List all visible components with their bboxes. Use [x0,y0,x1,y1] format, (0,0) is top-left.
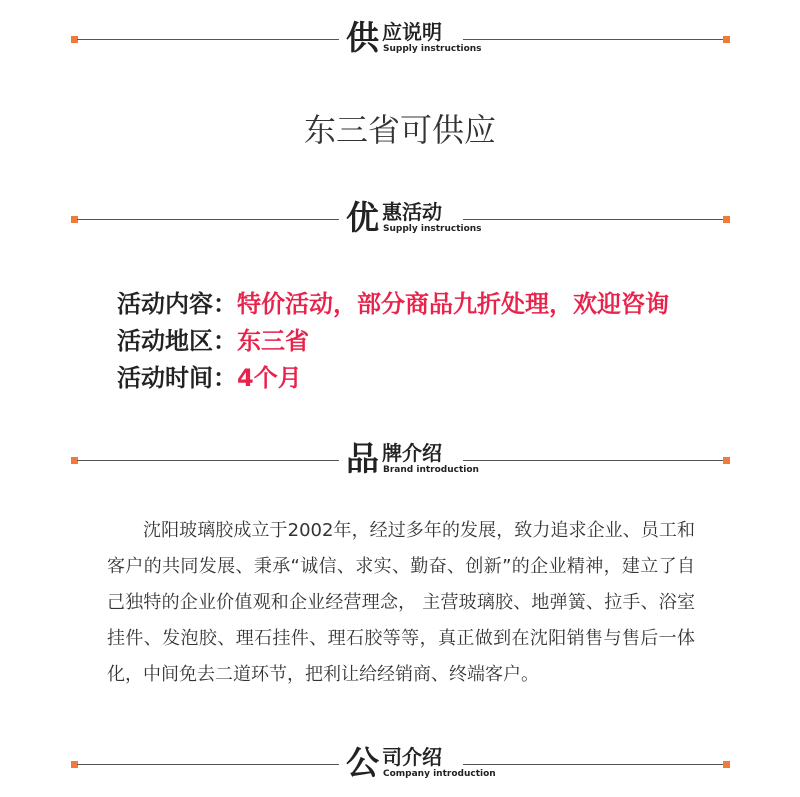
promotion-list [117,286,669,397]
section-title-small: 惠活动 [382,200,442,224]
section-title-small: 应说明 [382,20,442,44]
section-title-en: Supply instructions [383,44,482,54]
section-title [346,743,496,785]
promotion-row-region [117,323,669,360]
section-title [346,198,482,240]
section-title-big: 优 [346,198,379,237]
divider-dot-right [723,216,730,223]
promotion-label: 活动内容： [117,290,237,318]
promotion-label: 活动地区： [117,327,237,355]
divider-line-left [77,764,339,765]
promotion-value: 特价活动，部分商品九折处理，欢迎咨询 [237,290,669,318]
section-title-small: 牌介绍 [382,441,442,465]
section-header-supply [0,20,800,60]
divider-line-left [77,219,339,220]
section-title-small: 司介绍 [382,745,442,769]
section-title-en: Company introduction [383,769,496,779]
divider-dot-right [723,761,730,768]
section-header-company [0,745,800,785]
divider-line-left [77,460,339,461]
divider-dot-right [723,457,730,464]
divider-dot-right [723,36,730,43]
section-title-en: Brand introduction [383,465,479,475]
promotion-row-time [117,360,669,397]
divider-line-right [463,764,725,765]
section-title-big: 品 [346,439,379,478]
divider-line-left [77,39,339,40]
promotion-label: 活动时间： [117,364,237,392]
promotion-value: 4个月 [237,364,302,392]
brand-paragraph: 沈阳玻璃胶成立于2002年，经过多年的发展，致力追求企业、员工和客户的共同发展、秉承“诚信、求实、勤奋、创新”的企业精神，建立了自己独特的企业价值观和企业经营理念， 主营玻璃胶、地弹簧、拉手、浴室挂件、发泡胶、理石挂件、理石胶等等，真正做到在沈阳销售与售后一体化，中间免去二道环节，把利让给经销商、终端客户。 [107,520,695,685]
section-title-big: 供 [346,18,379,57]
section-header-promotion [0,200,800,240]
supply-text: 东三省可供应 [303,111,496,149]
divider-line-right [463,219,725,220]
divider-line-right [463,460,725,461]
section-title-en: Supply instructions [383,224,482,234]
promotion-value: 东三省 [237,327,309,355]
section-header-brand [0,441,800,481]
brand-introduction [107,513,695,693]
promotion-row-content [117,286,669,323]
section-title [346,439,479,481]
divider-line-right [463,39,725,40]
section-title-big: 公 [346,743,379,782]
section-title [346,18,482,60]
